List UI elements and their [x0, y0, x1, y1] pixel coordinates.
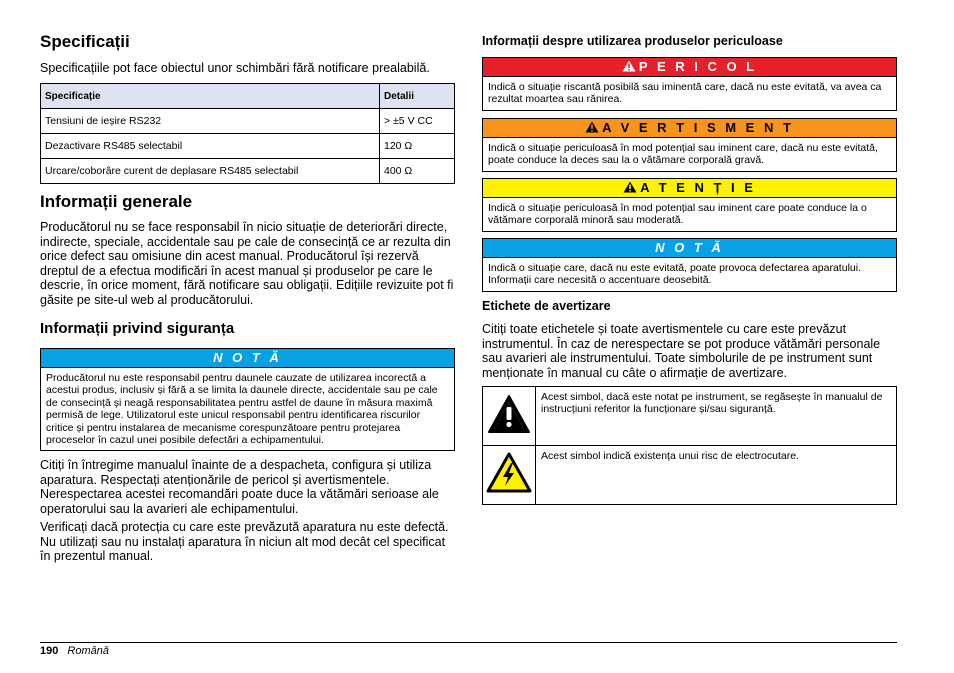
notice-text: Indică o situație care, dacă nu este evitată, poate provoca defectarea aparatului. Informații care necesită o accentuare deosebită. — [488, 262, 861, 287]
caution-text: Indică o situație periculoasă în mod potențial sau iminent care poate conduce la o vătămare corporală minoră sau moderată. — [488, 202, 867, 227]
spec-cell: Urcare/coborâre curent de deplasare RS485 selectabil — [41, 159, 380, 184]
spec-table-header — [41, 84, 455, 109]
warning-triangle-icon — [585, 121, 599, 133]
caution-box — [482, 178, 897, 232]
labels-text: Citiți toate etichetele și toate avertismentele cu care este prevăzut instrumentul. În caz de nerespectare se pot produce vătămări personale sau avarieri ale instrumentului. Toate simbolurile de pe instrument sunt menționate în manual cu câte o afirmație de avertizare. — [482, 322, 881, 380]
danger-text: Indică o situație riscantă posibilă sau iminentă care, dacă nu este evitată, va avea ca rezultat moartea sau rănirea. — [488, 81, 882, 106]
danger-header — [483, 58, 896, 77]
electrocution-icon — [486, 452, 532, 494]
table-row — [483, 387, 897, 446]
warning-label: A V E R T I S M E N T — [602, 120, 794, 135]
table-row — [483, 446, 897, 505]
table-row — [41, 134, 455, 159]
labels-title: Etichete de avertizare — [482, 299, 611, 313]
footer — [40, 645, 109, 657]
warning-header — [483, 119, 896, 138]
spec-cell: 400 Ω — [380, 159, 455, 184]
general-title: Informații generale — [40, 192, 193, 211]
symbol-icon-cell — [483, 387, 536, 446]
spec-intro: Specificațiile pot face obiectul unor schimbări fără notificare prealabilă. — [40, 61, 430, 75]
general-text: Producătorul nu se face responsabil în nicio situație de deteriorări directe, indirecte, speciale, accidentale sau pe cale de consecință ce ar rezulta din orice defect sau omisiune din acest manual. Producătorul își rezervă dreptul de a efectua modificări în acest manual și produselor pe care le descrie, în orice moment, fără notificare sau obligații. Edițiile revizuite pot fi găsite pe site-ul web al producătorului. — [40, 220, 454, 307]
danger-box — [482, 57, 897, 111]
warning-triangle-icon — [623, 181, 637, 193]
table-row — [41, 159, 455, 184]
warning-box — [482, 118, 897, 172]
caution-header — [483, 179, 896, 198]
page-number: 190 — [40, 645, 59, 657]
footer-language: Română — [67, 645, 109, 657]
symbol-text: Acest simbol, dacă este notat pe instrument, se regăsește în manualul de instrucțiuni referitor la funcționare și/sau siguranță. — [536, 387, 897, 446]
spec-cell: Dezactivare RS485 selectabil — [41, 134, 380, 159]
notice-label: N O T Ă — [483, 239, 896, 258]
spec-cell: 120 Ω — [380, 134, 455, 159]
spec-cell: Tensiuni de ieșire RS232 — [41, 109, 380, 134]
safety-paragraph-1: Citiți în întregime manualul înainte de a despacheta, configura și utiliza aparatura. Respectați atenționările de pericol și avertismentele. Nerespectarea acestei recomandări poate duce la vătămări serioase ale operatorului sau la avarieri ale echipamentului. — [40, 458, 439, 516]
safety-paragraph-2: Verificați dacă protecția cu care este prevăzută aparatura nu este defectă. Nu utilizați sau nu instalați aparatura în niciun alt mod decât cel specificat în prezentul manual. — [40, 520, 449, 564]
spec-header-details: Detalii — [380, 84, 455, 109]
note-label: N O T Ă — [41, 349, 454, 368]
hazard-title: Informații despre utilizarea produselor periculoase — [482, 34, 783, 48]
warning-triangle-icon — [622, 60, 636, 72]
safety-note-box — [40, 348, 455, 451]
notice-box — [482, 238, 897, 292]
spec-table — [40, 83, 455, 184]
symbol-icon-cell — [483, 446, 536, 505]
caution-label: A T E N Ț I E — [640, 180, 756, 195]
spec-header-name: Specificație — [41, 84, 380, 109]
safety-title: Informații privind siguranța — [40, 320, 235, 337]
danger-label: P E R I C O L — [638, 59, 758, 74]
spec-title: Specificații — [40, 32, 130, 51]
warning-text: Indică o situație periculoasă în mod potențial sau iminent care, dacă nu este evitată, poate conduce la deces sau la o vătămare corporală gravă. — [488, 142, 878, 167]
symbol-text: Acest simbol indică existența unui risc de electrocutare. — [536, 446, 897, 505]
footer-divider — [40, 642, 897, 643]
general-warning-icon — [487, 394, 531, 434]
spec-cell: > ±5 V CC — [380, 109, 455, 134]
table-row — [41, 109, 455, 134]
note-text: Producătorul nu este responsabil pentru daunele cauzate de utilizarea incorectă a acestui produs, inclusiv și fără a se limita la daunele directe, accidentale sau pe cale de consecință și neagă responsabilitatea pentru astfel de daune în măsura maximă permisă de lege. Utilizatorul este unicul responsabil pentru identificarea riscurilor critice și pentru instalarea de mecanisme corespunzătoare pentru protejarea proceselor în cazul unei posibile defectări a echipamentului. — [46, 372, 438, 447]
symbols-table — [482, 386, 897, 505]
